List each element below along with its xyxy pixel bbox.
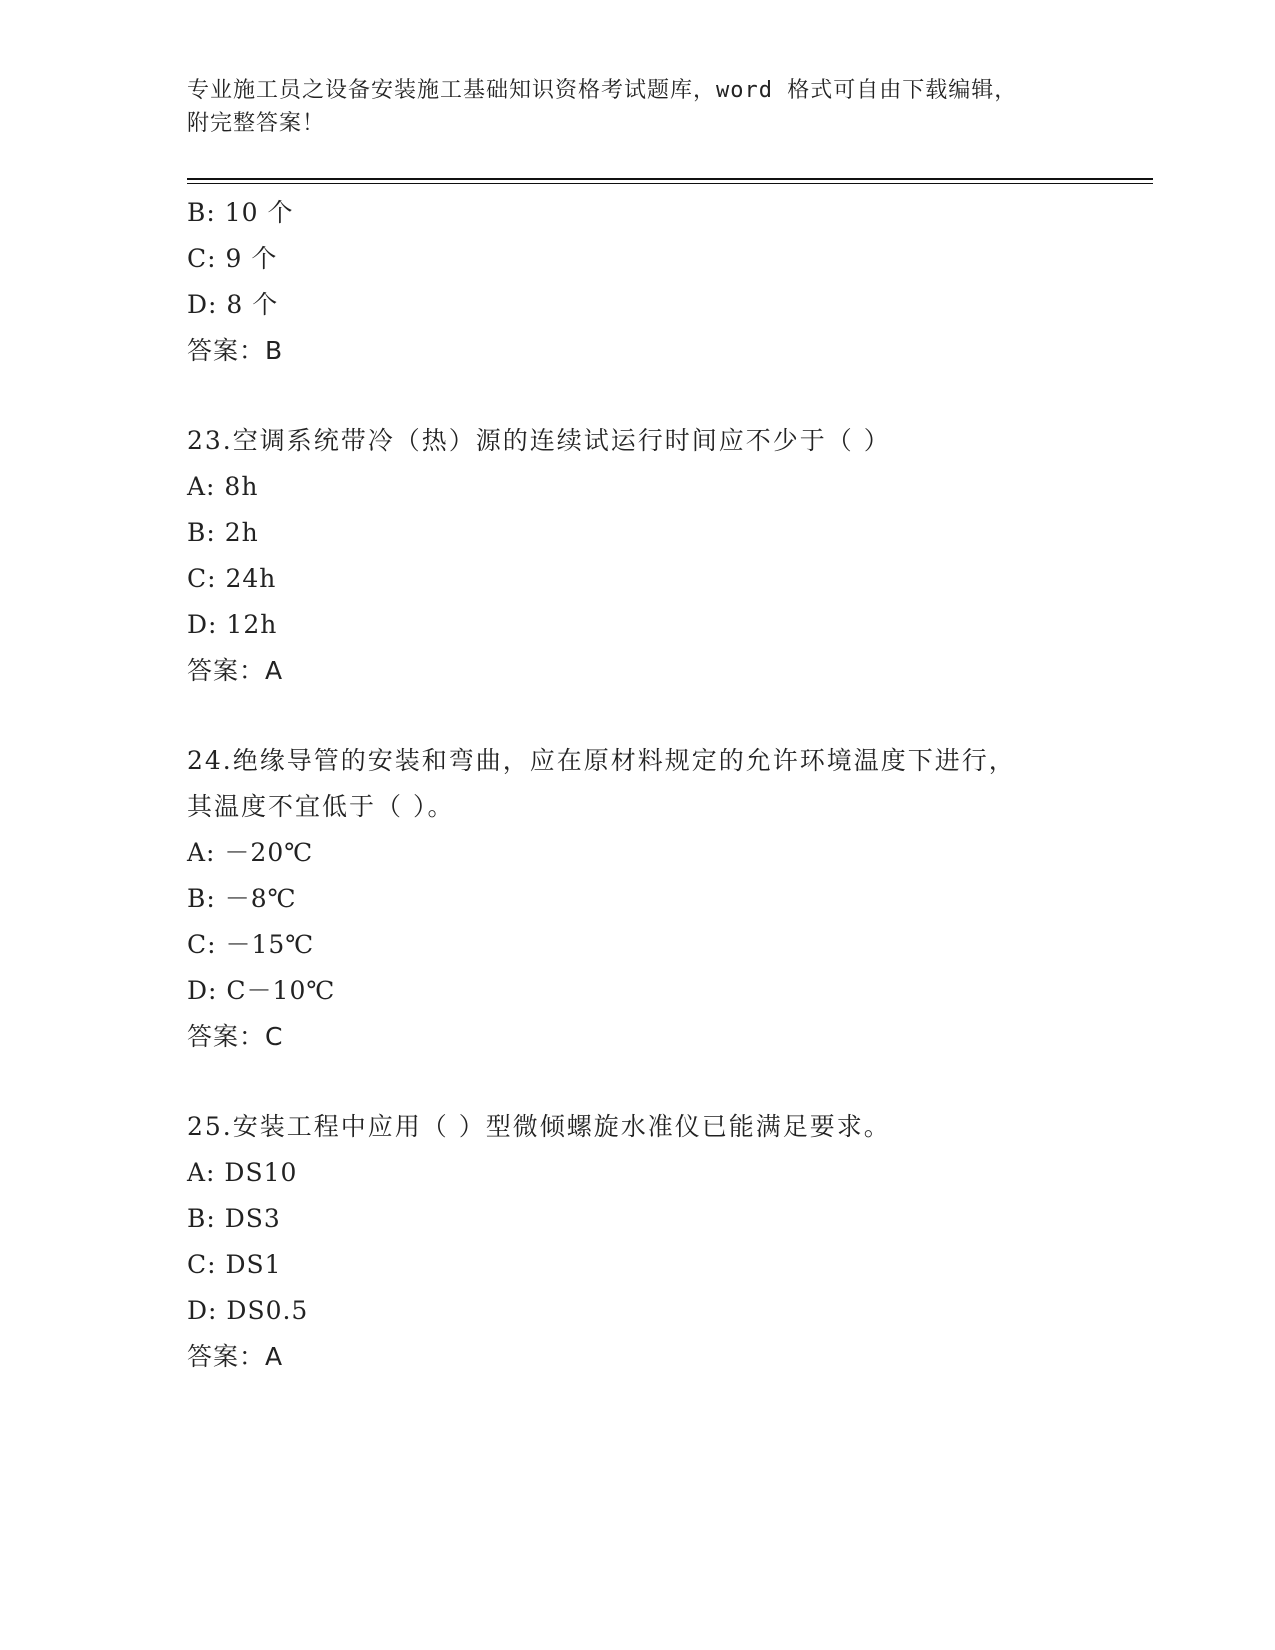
option-d: D: 12h bbox=[187, 610, 278, 639]
answer: 答案：C bbox=[187, 1022, 284, 1051]
option-a: A: －20℃ bbox=[187, 838, 314, 867]
question-list bbox=[187, 190, 1117, 1380]
question-text: 23.空调系统带冷（热）源的连续试运行时间应不少于（ ） bbox=[187, 426, 891, 455]
question-25-block bbox=[187, 1104, 1117, 1380]
question-text-line-2: 其温度不宜低于（ ）。 bbox=[187, 792, 455, 821]
option-a: A: DS10 bbox=[187, 1158, 298, 1187]
header-line-1: 专业施工员之设备安装施工基础知识资格考试题库，word 格式可自由下载编辑， bbox=[187, 78, 1018, 103]
question-text: 25.安装工程中应用（ ）型微倾螺旋水准仪已能满足要求。 bbox=[187, 1112, 891, 1141]
answer: 答案：B bbox=[187, 336, 284, 365]
option-b: B: DS3 bbox=[187, 1204, 281, 1233]
question-text-line-1: 24.绝缘导管的安装和弯曲，应在原材料规定的允许环境温度下进行， bbox=[187, 746, 1016, 775]
option-b: B: 2h bbox=[187, 518, 259, 547]
question-24-block bbox=[187, 738, 1117, 1060]
option-d: D: C－10℃ bbox=[187, 976, 336, 1005]
option-d: D: 8 个 bbox=[187, 290, 279, 319]
option-b: B: －8℃ bbox=[187, 884, 297, 913]
option-b: B: 10 个 bbox=[187, 198, 294, 227]
answer: 答案：A bbox=[187, 656, 284, 685]
header-divider-thick bbox=[187, 178, 1153, 180]
question-22-block bbox=[187, 190, 1117, 374]
header-line-2: 附完整答案！ bbox=[187, 111, 326, 136]
option-c: C: 24h bbox=[187, 564, 277, 593]
question-23-block bbox=[187, 418, 1117, 694]
option-d: D: DS0.5 bbox=[187, 1296, 309, 1325]
answer: 答案：A bbox=[187, 1342, 284, 1371]
option-c: C: DS1 bbox=[187, 1250, 282, 1279]
option-a: A: 8h bbox=[187, 472, 259, 501]
option-c: C: －15℃ bbox=[187, 930, 315, 959]
option-c: C: 9 个 bbox=[187, 244, 278, 273]
header-divider-thin bbox=[187, 183, 1153, 184]
document-header bbox=[187, 74, 1087, 140]
